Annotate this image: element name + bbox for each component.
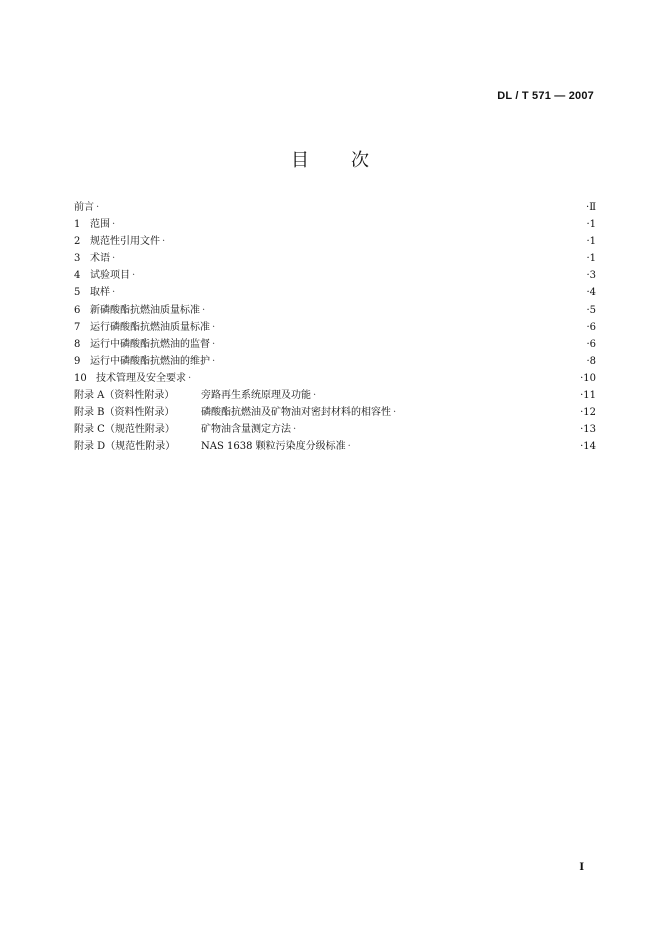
- toc-entry-title: 运行中磷酸酯抗燃油的维护: [90, 355, 210, 367]
- toc-entry-number: 9: [74, 355, 81, 367]
- page-number: I: [579, 862, 584, 873]
- toc-entry-page: ·1: [586, 253, 596, 265]
- toc-entry-title: 范围: [90, 219, 110, 231]
- toc-entry-title: 术语: [90, 253, 110, 265]
- toc-leader: [96, 199, 580, 216]
- toc-leader: [212, 336, 580, 353]
- toc-entry-title: 旁路再生系统原理及功能: [201, 390, 311, 402]
- toc-entry-page: ·11: [580, 390, 596, 402]
- toc-entry-title: 试验项目: [90, 270, 130, 282]
- toc-entry-title: NAS 1638 颗粒污染度分级标准: [201, 441, 346, 453]
- toc-entry-page: ·12: [580, 407, 596, 419]
- title-char-1: 目: [291, 150, 311, 171]
- toc-entry-title: 磷酸酯抗燃油及矿物油对密封材料的相容性: [201, 407, 391, 419]
- toc-entry-appendix-prefix: 附录 A（资料性附录）: [74, 390, 175, 402]
- title-char-2: 次: [351, 150, 371, 171]
- toc-entry[interactable]: [74, 319, 596, 336]
- toc-leader: [212, 319, 580, 336]
- toc-entry-title: 运行中磷酸酯抗燃油的监督: [90, 338, 210, 350]
- toc-entry-appendix-prefix: 附录 C（规范性附录）: [74, 424, 175, 436]
- toc-entry[interactable]: [74, 336, 596, 353]
- toc-entry-page: ·6: [586, 338, 596, 350]
- toc-entry-number: 6: [74, 304, 81, 316]
- document-code: DL / T 571 — 2007: [497, 90, 594, 102]
- toc-leader: [132, 267, 580, 284]
- toc-entry-number: 3: [74, 253, 81, 265]
- page-title: [0, 146, 662, 172]
- toc-leader: [293, 421, 578, 438]
- toc-entry-page: ·4: [586, 287, 596, 299]
- toc-entry[interactable]: [74, 284, 596, 301]
- toc-entry[interactable]: [74, 216, 596, 233]
- toc-entry[interactable]: [74, 250, 596, 267]
- toc-entry-page: ·1: [586, 219, 596, 231]
- toc-entry-page: ·5: [586, 304, 596, 316]
- toc-entry[interactable]: [74, 421, 596, 438]
- toc-entry-title: 取样: [90, 287, 110, 299]
- toc-entry-number: 1: [74, 219, 81, 231]
- toc-entry-appendix-prefix: 附录 D（规范性附录）: [74, 441, 176, 453]
- toc-entry[interactable]: [74, 370, 596, 387]
- toc-leader: [393, 404, 578, 421]
- toc-entry-title: 前言: [74, 202, 94, 213]
- toc-entry-title: 技术管理及安全要求: [96, 372, 186, 384]
- toc-entry[interactable]: [74, 387, 596, 404]
- toc-leader: [112, 284, 580, 301]
- toc-leader: [162, 233, 580, 250]
- toc-entry-page: ·14: [580, 441, 596, 453]
- toc-entry-number: 10: [74, 372, 87, 384]
- toc-leader: [112, 250, 580, 267]
- toc-entry-title: 运行磷酸酯抗燃油质量标准: [90, 321, 210, 333]
- toc-entry[interactable]: [74, 233, 596, 250]
- toc-entry-page: ·6: [586, 321, 596, 333]
- toc-entry-page: ·1: [586, 236, 596, 248]
- toc-leader: [348, 438, 578, 455]
- toc-entry-appendix-prefix: 附录 B（资料性附录）: [74, 407, 175, 419]
- toc-entry-title: 矿物油含量测定方法: [201, 424, 291, 436]
- toc-entry-page: ·3: [586, 270, 596, 282]
- toc-entry-page: ·13: [580, 424, 596, 436]
- toc-entry-page: ·8: [586, 355, 596, 367]
- toc-leader: [313, 387, 578, 404]
- toc-entry-page: ·10: [580, 372, 596, 384]
- toc-entry[interactable]: [74, 267, 596, 284]
- toc-entry[interactable]: [74, 438, 596, 455]
- table-of-contents: [74, 199, 596, 455]
- toc-entry[interactable]: [74, 404, 596, 421]
- toc-leader: [188, 370, 578, 387]
- toc-entry-number: 7: [74, 321, 81, 333]
- toc-entry-number: 2: [74, 236, 81, 248]
- toc-entry-title: 规范性引用文件: [90, 236, 160, 248]
- toc-entry-page: ·Ⅱ: [586, 202, 596, 213]
- toc-entry-number: 5: [74, 287, 81, 299]
- toc-leader: [212, 353, 580, 370]
- toc-leader: [112, 216, 580, 233]
- toc-entry[interactable]: [74, 302, 596, 319]
- toc-entry[interactable]: [74, 199, 596, 216]
- toc-entry[interactable]: [74, 353, 596, 370]
- toc-leader: [202, 302, 580, 319]
- toc-entry-number: 8: [74, 338, 81, 350]
- toc-entry-number: 4: [74, 270, 81, 282]
- toc-entry-title: 新磷酸酯抗燃油质量标准: [90, 304, 200, 316]
